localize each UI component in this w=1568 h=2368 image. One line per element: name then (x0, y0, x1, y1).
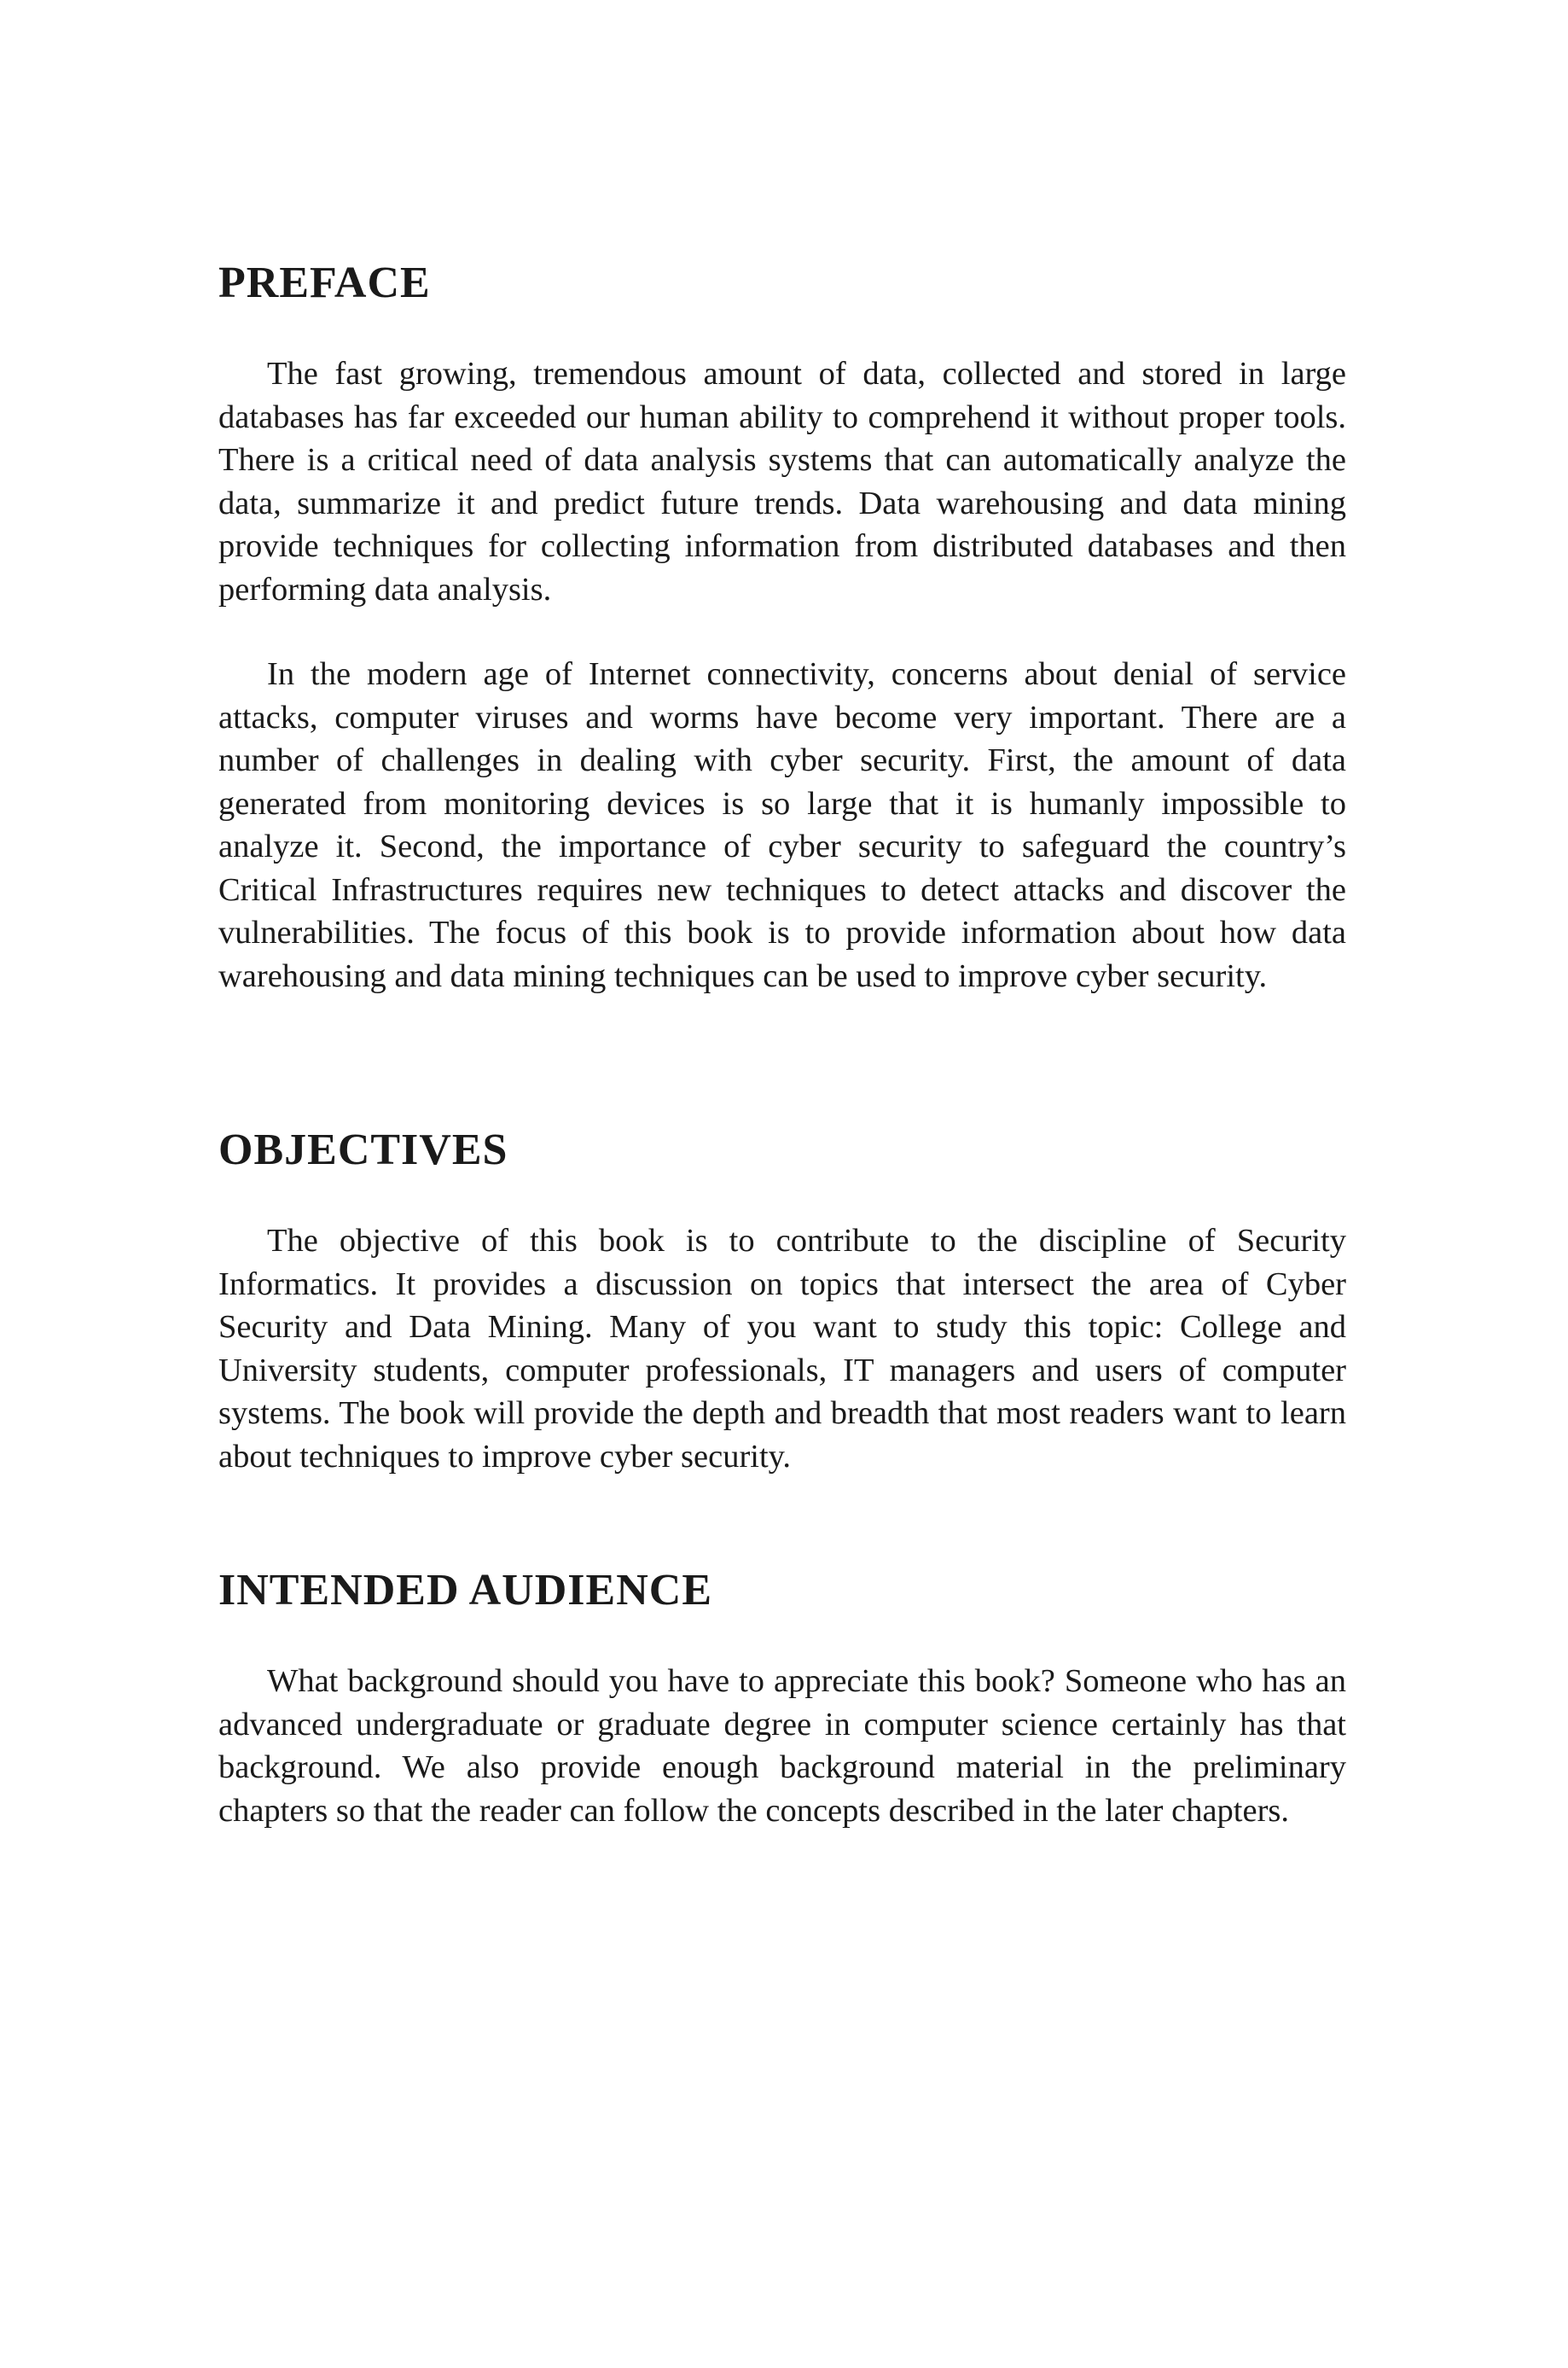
preface-paragraph-2: In the modern age of Internet connectivity, concerns about denial of service attacks, computer viruses and worms have become very important. There are a number of challenges in dealing with cyber security. First, the amount of data generated from monitoring devices is so large that it is humanly impossible to analyze it. Second, the importance of cyber security to safeguard the country’s Critical Infrastructures requires new techniques to detect attacks and discover the vulnerabilities. The focus of this book is to provide information about how data warehousing and data mining techniques can be used to improve cyber security. (218, 656, 1346, 994)
objectives-heading: OBJECTIVES (218, 1126, 508, 1174)
intended-audience-heading: INTENDED AUDIENCE (218, 1566, 712, 1615)
objectives-paragraph-1: The objective of this book is to contribute to the discipline of Security Informatics. It provides a discussion on topics that intersect the area of Cyber Security and Data Mining. Many of you want to study this topic: College and University students, computer professionals, IT managers and users of computer systems. The book will provide the depth and breadth that most readers want to learn about techniques to improve cyber security. (218, 1223, 1346, 1475)
intended-audience-paragraph-1: What background should you have to appreciate this book? Someone who has an advanced undergraduate or graduate degree in computer science certainly has that background. We also provide enough background material in the preliminary chapters so that the reader can follow the concepts described in the later chapters. (218, 1663, 1346, 1829)
preface-paragraph-1: The fast growing, tremendous amount of data, collected and stored in large databases has far exceeded our human ability to comprehend it without proper tools. There is a critical need of data analysis systems that can automatically analyze the data, summarize it and predict future trends. Data warehousing and data mining provide techniques for collecting information from distributed databases and then performing data analysis. (218, 356, 1346, 608)
preface-heading: PREFACE (218, 259, 431, 307)
